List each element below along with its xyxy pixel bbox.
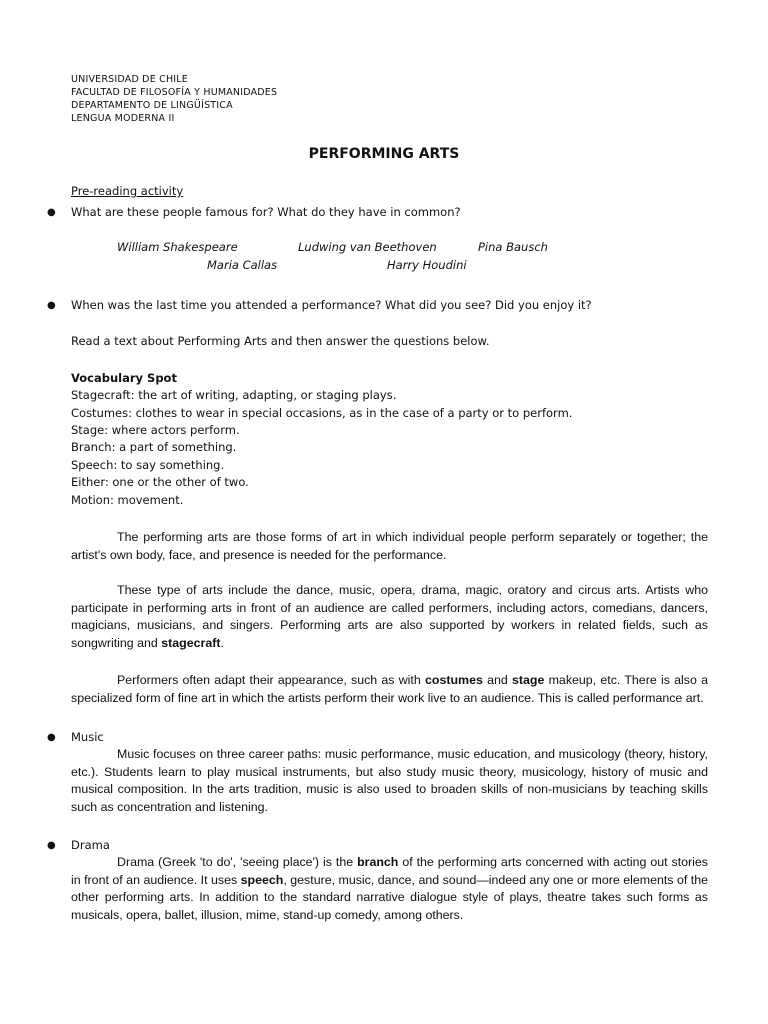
header-course: LENGUA MODERNA II: [71, 113, 175, 124]
reading-instruction: Read a text about Performing Arts and then answer the questions below.: [71, 334, 490, 348]
vocab-item-branch: Branch: a part of something.: [71, 440, 237, 454]
keyword-costumes: costumes: [425, 673, 483, 687]
paragraph-3: Performers often adapt their appearance, such as with costumes and stage makeup, etc. There is also a specialized form of fine art in which the artists perform their work live to an audience. This is called performance art.: [71, 673, 708, 705]
prereading-question-2: When was the last time you attended a performance? What did you see? Did you enjoy it?: [71, 298, 592, 312]
paragraph-2: These type of arts include the dance, music, opera, drama, magic, oratory and circus arts. Artists who participate in performing arts in front of an audience are called performers, including actors, comedians, dancers, magicians, musicians, and singers. Performing arts are also supported by workers in related fields, such as songwriting and stagecraft.: [71, 583, 708, 650]
music-heading: Music: [71, 730, 104, 744]
vocab-item-costumes: Costumes: clothes to wear in special occasions, as in the case of a party or to perform.: [71, 406, 573, 420]
vocab-item-motion: Motion: movement.: [71, 493, 184, 507]
paragraph-1: The performing arts are those forms of art in which individual people perform separately or together; the artist's own body, face, and presence is needed for the performance.: [71, 530, 708, 562]
name-shakespeare: William Shakespeare: [117, 240, 238, 254]
music-paragraph: Music focuses on three career paths: music performance, music education, and musicology (theory, history, etc.). Students learn to play musical instruments, but also study music theory, musicology, history of music and musical composition. In the arts tradition, music is also used to broaden skills of non-musicians by teaching skills such as concentration and listening.: [71, 747, 708, 814]
header-faculty: FACULTAD DE FILOSOFÍA Y HUMANIDADES: [71, 87, 278, 98]
vocab-item-either: Either: one or the other of two.: [71, 475, 249, 489]
keyword-stagecraft: stagecraft: [161, 635, 221, 650]
bullet-icon: ●: [47, 207, 56, 218]
name-callas: Maria Callas: [207, 258, 278, 272]
keyword-branch: branch: [357, 855, 399, 869]
keyword-stage: stage: [512, 673, 545, 687]
header-university: UNIVERSIDAD DE CHILE: [71, 74, 188, 85]
header-department: DEPARTAMENTO DE LINGÜÍSTICA: [71, 100, 233, 111]
keyword-speech: speech: [240, 872, 284, 887]
vocab-item-stage: Stage: where actors perform.: [71, 423, 240, 437]
bullet-icon: ●: [47, 300, 56, 311]
page-title: PERFORMING ARTS: [308, 146, 460, 162]
name-beethoven: Ludwing van Beethoven: [298, 240, 437, 254]
name-bausch: Pina Bausch: [478, 240, 548, 254]
vocab-item-speech: Speech: to say something.: [71, 458, 225, 472]
prereading-question-1: What are these people famous for? What do they have in common?: [71, 205, 461, 219]
vocab-item-stagecraft: Stagecraft: the art of writing, adapting, or staging plays.: [71, 388, 397, 402]
bullet-icon: ●: [47, 732, 56, 743]
drama-heading: Drama: [71, 838, 110, 852]
prereading-heading: Pre-reading activity: [71, 184, 184, 198]
drama-paragraph: Drama (Greek 'to do', 'seeing place') is the branch of the performing arts concerned with acting out stories in front of an audience. It uses speech, gesture, music, dance, and sound—indeed any one or more elements of the other performing arts. In addition to the standard narrative dialogue style of plays, theatre takes such forms as musicals, opera, ballet, illusion, mime, stand-up comedy, among others.: [71, 855, 708, 922]
bullet-icon: ●: [47, 840, 56, 851]
vocabulary-heading: Vocabulary Spot: [71, 371, 177, 385]
name-houdini: Harry Houdini: [387, 258, 467, 272]
